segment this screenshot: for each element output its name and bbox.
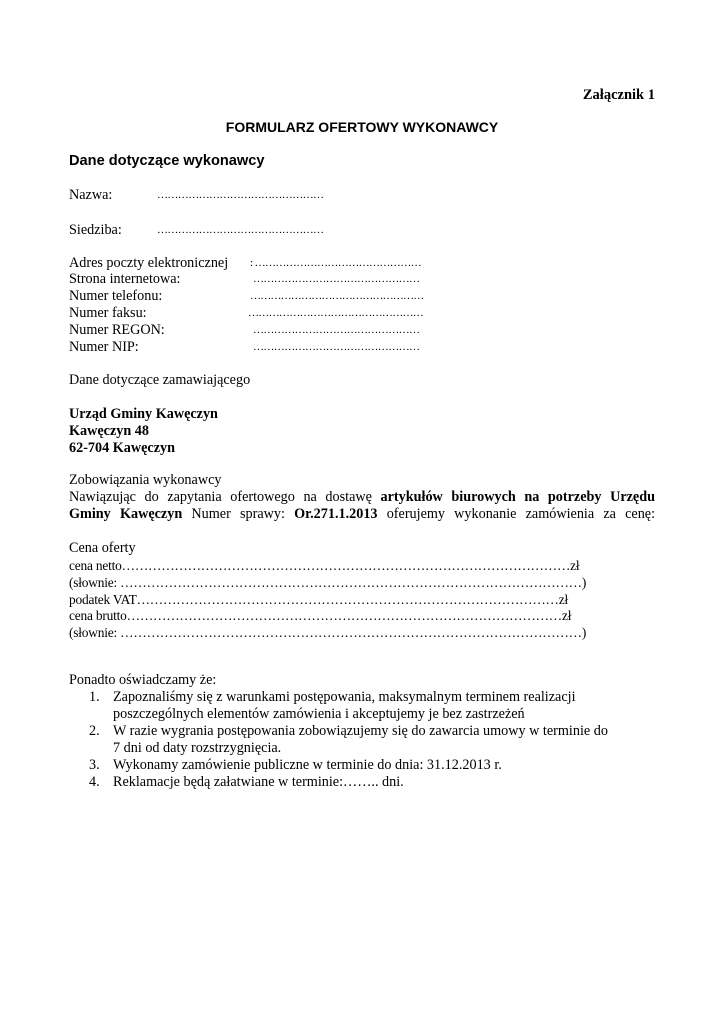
commitments-line1-prefix: Nawiązując do zapytania ofertowego na dostawę: [69, 489, 372, 505]
case-number: Or.271.1.2013: [294, 506, 378, 522]
declarations-list: [69, 689, 669, 791]
gross-price-words-line: (słownie: ……………………………………………………………………………………………): [69, 625, 587, 640]
commitments-line-1: [69, 489, 655, 506]
nip-label: Numer NIP:: [69, 339, 139, 355]
attachment-label: Załącznik 1: [582, 87, 655, 103]
page-title: FORMULARZ OFERTOWY WYKONAWCY: [225, 119, 499, 135]
fax-label: Numer faksu:: [69, 305, 147, 321]
email-label: Adres poczty elektronicznej: [69, 255, 229, 271]
commitments-line2-suffix: oferujemy wykonanie zamówienia za cenę:: [386, 506, 656, 522]
list-item: [69, 723, 669, 757]
regon-label: Numer REGON:: [69, 322, 165, 338]
email-field: : …………………………………………: [250, 257, 422, 269]
gross-price-line: cena brutto………………………………………………………………………………………zł: [69, 608, 572, 623]
list-item-text: poszczególnych elementów zamówienia i akceptujemy je bez zastrzeżeń: [113, 706, 525, 722]
client-name: Urząd Gminy Kawęczyn: [69, 406, 218, 422]
contractor-seat-label: Siedziba:: [69, 222, 122, 238]
vat-line: podatek VAT……………………………………………………………………………………zł: [69, 592, 568, 607]
list-item-text: 7 dni od daty rozstrzygnięcia.: [113, 740, 282, 756]
website-label: Strona internetowa:: [69, 271, 181, 287]
list-item: [69, 689, 669, 723]
contractor-seat-field: …………………………………………: [157, 224, 324, 236]
fax-field: ……………………………………………: [248, 307, 424, 319]
net-price-words-line: (słownie: ……………………………………………………………………………………………): [69, 575, 587, 590]
list-item-number: 2.: [89, 723, 100, 739]
list-item-text: Wykonamy zamówienie publiczne w terminie do dnia: 31.12.2013 r.: [113, 757, 502, 773]
net-price-line: cena netto…………………………………………………………………………………………zł: [69, 558, 580, 573]
list-item-text: W razie wygrania postępowania zobowiązujemy się do zawarcia umowy w terminie do: [113, 723, 608, 739]
contractor-name-field: …………………………………………: [157, 189, 324, 201]
list-item-text: Reklamacje będą załatwiane w terminie:…….. dni.: [113, 774, 404, 790]
list-item-number: 3.: [89, 757, 100, 773]
list-item-number: 1.: [89, 689, 100, 705]
declarations-label: Ponadto oświadczamy że:: [69, 672, 217, 688]
regon-field: …………………………………………: [253, 324, 420, 336]
client-section-label: Dane dotyczące zamawiającego: [69, 372, 251, 388]
client-street: Kawęczyn 48: [69, 423, 149, 439]
list-item-text: Zapoznaliśmy się z warunkami postępowania, maksymalnym terminem realizacji: [113, 689, 576, 705]
nip-field: …………………………………………: [253, 341, 420, 353]
phone-field: ……………………………………………: [250, 290, 424, 302]
list-item: [69, 757, 669, 774]
commitments-label: Zobowiązania wykonawcy: [69, 472, 222, 488]
contractor-name-label: Nazwa:: [69, 187, 113, 203]
website-field: …………………………………………: [253, 273, 420, 285]
commitments-line2-subject: Gminy Kawęczyn: [69, 506, 183, 522]
commitments-line-2: [69, 506, 655, 523]
phone-label: Numer telefonu:: [69, 288, 163, 304]
list-item: [69, 774, 669, 791]
case-number-label: Numer sprawy:: [191, 506, 285, 522]
contractor-section-heading: Dane dotyczące wykonawcy: [69, 153, 265, 169]
list-item-number: 4.: [89, 774, 100, 790]
client-city: 62-704 Kawęczyn: [69, 440, 175, 456]
commitments-line1-subject: artykułów biurowych na potrzeby Urzędu: [380, 489, 656, 505]
price-section-label: Cena oferty: [69, 540, 136, 556]
